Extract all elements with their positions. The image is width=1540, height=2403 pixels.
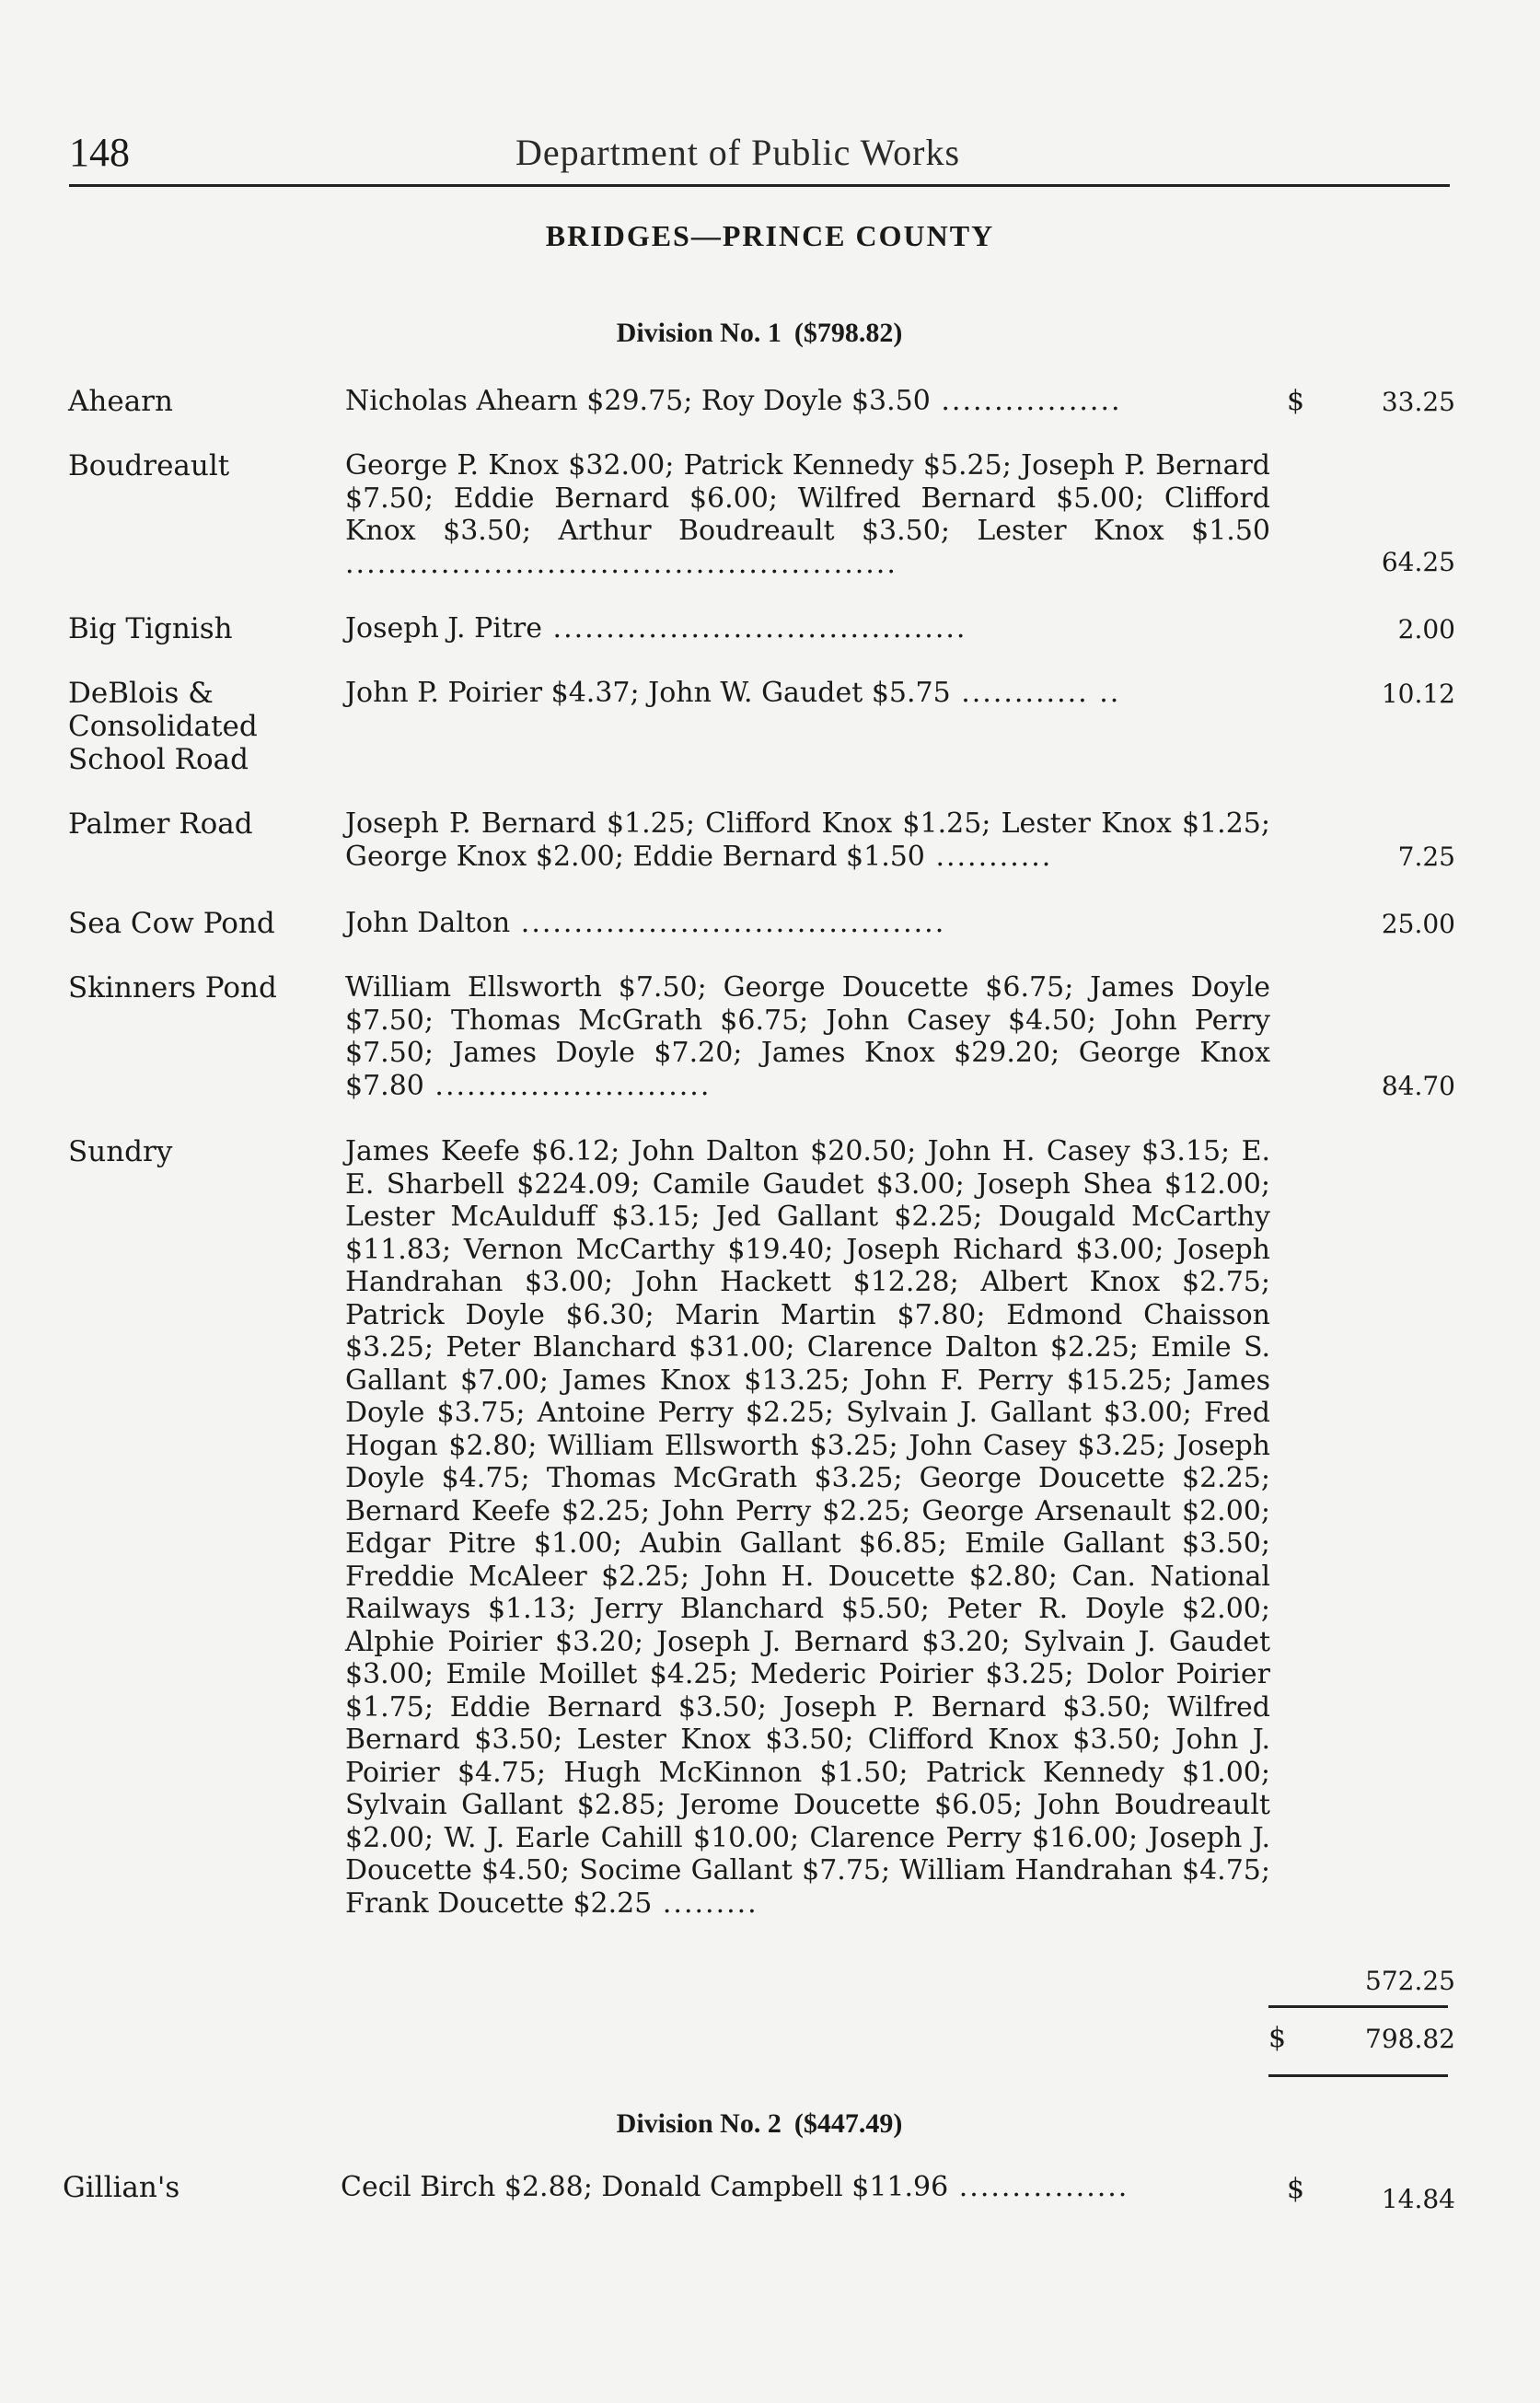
entry-name: Palmer Road bbox=[68, 807, 253, 841]
division-amount: ($447.49) bbox=[793, 2108, 903, 2139]
entry-name: Sea Cow Pond bbox=[68, 907, 275, 940]
entry-amount: 33.25 bbox=[1381, 387, 1455, 417]
entry-amount: 84.70 bbox=[1381, 1071, 1455, 1101]
entry-amount: 25.00 bbox=[1381, 909, 1455, 939]
entry-name: Boudreault bbox=[68, 449, 230, 482]
entry-description: John Dalton ........................................ bbox=[345, 907, 946, 939]
entry-description: George P. Knox $32.00; Patrick Kennedy $5.25; Joseph P. Bernard $7.50; Eddie Bernard $6.00; Wilfred Bernard $5.00; Clifford Knox $3.50; Arthur Boudreault $3.50; Lester Knox $1.50 .................................................... bbox=[345, 449, 1270, 580]
entry-amount: 10.12 bbox=[1381, 679, 1455, 709]
entry-amount: 7.25 bbox=[1397, 842, 1455, 872]
entry-name: Skinners Pond bbox=[68, 971, 277, 1004]
entry-description: William Ellsworth $7.50; George Doucette $6.75; James Doyle $7.50; Thomas McGrath $6.75; John Casey $4.50; John Perry $7.50; James Doyle $7.20; James Knox $29.20; George Knox $7.80 .......................... bbox=[345, 971, 1270, 1102]
entry-name: Ahearn bbox=[68, 385, 173, 418]
division-title bbox=[0, 318, 1519, 349]
division-title bbox=[0, 2108, 1519, 2140]
entry-description: Cecil Birch $2.88; Donald Campbell $11.96 ................ bbox=[341, 2171, 1129, 2203]
entry-description: Nicholas Ahearn $29.75; Roy Doyle $3.50 ................. bbox=[345, 385, 1122, 417]
entry-amount: 14.84 bbox=[1381, 2184, 1455, 2214]
header-rule bbox=[69, 184, 1450, 187]
entry-description: Joseph J. Pitre ....................................... bbox=[345, 612, 967, 644]
section-title: BRIDGES—PRINCE COUNTY bbox=[545, 219, 995, 252]
total-dollar-sign: $ bbox=[1268, 2022, 1287, 2054]
division-amount: ($798.82) bbox=[793, 318, 903, 348]
entry-amount: 2.00 bbox=[1397, 614, 1455, 644]
entry-amount: 572.25 bbox=[1365, 1966, 1455, 1996]
entry-name: Big Tignish bbox=[68, 612, 233, 645]
entry-description: Joseph P. Bernard $1.25; Clifford Knox $1.25; Lester Knox $1.25; George Knox $2.00; Eddie Bernard $1.50 ........... bbox=[345, 807, 1270, 873]
entry-description: John P. Poirier $4.37; John W. Gaudet $5.75 ............ .. bbox=[345, 677, 1121, 709]
dollar-sign: $ bbox=[1287, 2173, 1305, 2205]
page-number: 148 bbox=[69, 130, 130, 175]
division-total: 798.82 bbox=[1365, 2024, 1455, 2054]
total-rule bbox=[1268, 2074, 1448, 2077]
dollar-sign: $ bbox=[1287, 385, 1305, 417]
entry-name: Gillian's bbox=[63, 2171, 180, 2204]
running-head: Department of Public Works bbox=[515, 132, 961, 173]
entry-description: James Keefe $6.12; John Dalton $20.50; John H. Casey $3.15; E. E. Sharbell $224.09; Camile Gaudet $3.00; Joseph Shea $12.00; Lester McAulduff $3.15; Jed Gallant $2.25; Dougald McCarthy $11.83; Vernon McCarthy $19.40; Joseph Richard $3.00; Joseph Handrahan $3.00; John Hackett $12.28; Albert Knox $2.75; Patrick Doyle $6.30; Marin Martin $7.80; Edmond Chaisson $3.25; Peter Blanchard $31.00; Clarence Dalton $2.25; Emile S. Gallant $7.00; James Knox $13.25; John F. Perry $15.25; James Doyle $3.75; Antoine Perry $2.25; Sylvain J. Gallant $3.00; Fred Hogan $2.80; William Ellsworth $3.25; John Casey $3.25; Joseph Doyle $4.75; Thomas McGrath $3.25; George Doucette $2.25; Bernard Keefe $2.25; John Perry $2.25; George Arsenault $2.00; Edgar Pitre $1.00; Aubin Gallant $6.85; Emile Gallant $3.50; Freddie McAleer $2.25; John H. Doucette $2.80; Can. National Railways $1.13; Jerry Blanchard $5.50; Peter R. Doyle $2.00; Alphie Poirier $3.20; Joseph J. Bernard $3.20; Sylvain J. Gaudet $3.00; Emile Moillet $4.25; Mederic Poirier $3.25; Dolor Poirier $1.75; Eddie Bernard $3.50; Joseph P. Bernard $3.50; Wilfred Bernard $3.50; Lester Knox $3.50; Clifford Knox $3.50; John J. Poirier $4.75; Hugh McKinnon $1.50; Patrick Kennedy $1.00; Sylvain Gallant $2.85; Jerome Doucette $6.05; John Boudreault $2.00; W. J. Earle Cahill $10.00; Clarence Perry $16.00; Joseph J. Doucette $4.50; Socime Gallant $7.75; William Handrahan $4.75; Frank Doucette $2.25 ......... bbox=[345, 1135, 1270, 1920]
division-label: Division No. 1 bbox=[616, 318, 782, 348]
entry-name: DeBlois & Consolidated School Road bbox=[68, 677, 258, 776]
total-rule bbox=[1268, 2005, 1448, 2008]
entry-amount: 64.25 bbox=[1381, 547, 1455, 577]
entry-name: Sundry bbox=[68, 1135, 173, 1168]
page-header bbox=[69, 129, 1450, 186]
division-label: Division No. 2 bbox=[616, 2108, 782, 2139]
